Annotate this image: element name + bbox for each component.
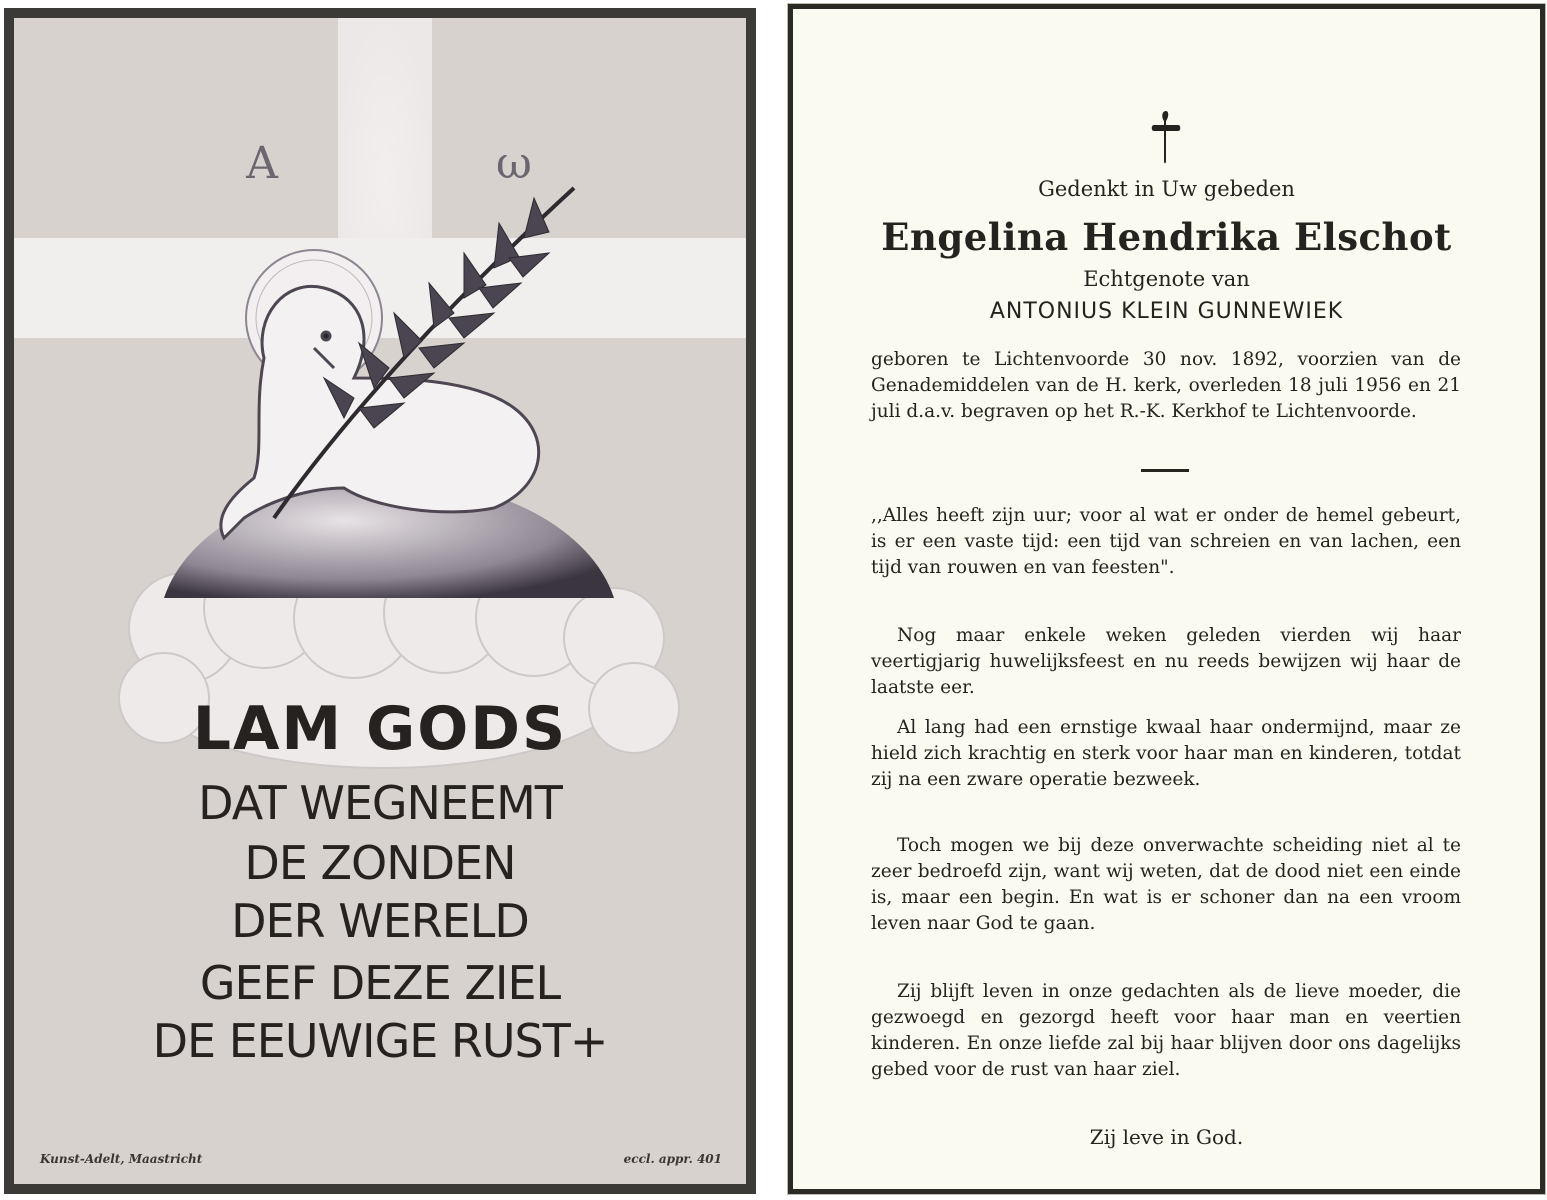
publisher-imprint: Kunst-Adelt, Maastricht	[40, 1152, 203, 1166]
memorial-card-back	[788, 4, 1545, 1194]
obituary-text	[793, 9, 1540, 1189]
divider	[1141, 469, 1189, 472]
prayer-request: Gedenkt in Uw gebeden	[1038, 177, 1295, 201]
motto-line-4: GEEF DEZE ZIEL	[199, 956, 561, 1010]
front-artwork	[14, 18, 746, 1184]
memorial-card-front	[4, 8, 756, 1194]
alpha-symbol: A	[246, 138, 278, 189]
motto-line-3: DER WERELD	[231, 894, 529, 948]
deceased-name: Engelina Hendrika Elschot	[881, 215, 1452, 259]
cross-icon	[1148, 109, 1184, 165]
motto-line-2: DE ZONDEN	[244, 836, 516, 890]
paragraph-remembrance: Zij blijft leven in onze gedachten als de lieve moeder, die gezwoegd en gezorgd heeft voor haar man en veertien kinderen. En onze liefde zal bij haar blijven door ons dagelijks gebed voor de rust van haar ziel.	[871, 981, 1461, 1080]
paragraph-illness: Al lang had een ernstige kwaal haar ondermijnd, maar ze hield zich krachtig en sterk voor haar man en kinderen, totdat zij na een zware operatie bezweek.	[871, 717, 1461, 790]
paragraph-consolation: Toch mogen we bij deze onverwachte scheiding niet al te zeer bedroefd zijn, want wij weten, dat de dood niet een einde is, maar een begin. En wat is er schoner dan na een vroom leven naar God te gaan.	[871, 835, 1461, 934]
spouse-prefix: Echtgenote van	[1083, 267, 1250, 291]
motto-line-5: DE EEUWIGE RUST+	[152, 1014, 608, 1068]
ecclesiastical-approval: eccl. appr. 401	[623, 1152, 722, 1166]
biography: geboren te Lichtenvoorde 30 nov. 1892, voorzien van de Genademiddelen van de H. kerk, overleden 18 juli 1956 en 21 juli d.a.v. begraven op het R.-K. Kerkhof te Lichtenvoorde.	[871, 349, 1461, 422]
closing-line: Zij leve in God.	[1089, 1125, 1244, 1149]
motto-title: LAM GODS	[192, 694, 568, 764]
paragraph-anniversary: Nog maar enkele weken geleden vierden wij haar veertigjarig huwelijksfeest en nu reeds bewijzen wij haar de laatste eer.	[871, 625, 1461, 698]
motto-line-1: DAT WEGNEEMT	[198, 776, 562, 830]
quote-paragraph: ,,Alles heeft zijn uur; voor al wat er onder de hemel gebeurt, is er een vaste tijd: een tijd van schreien en van lachen, een tijd van rouwen en van feesten".	[871, 505, 1461, 578]
spouse-name: ANTONIUS KLEIN GUNNEWIEK	[989, 299, 1344, 324]
omega-symbol: ω	[496, 138, 532, 189]
